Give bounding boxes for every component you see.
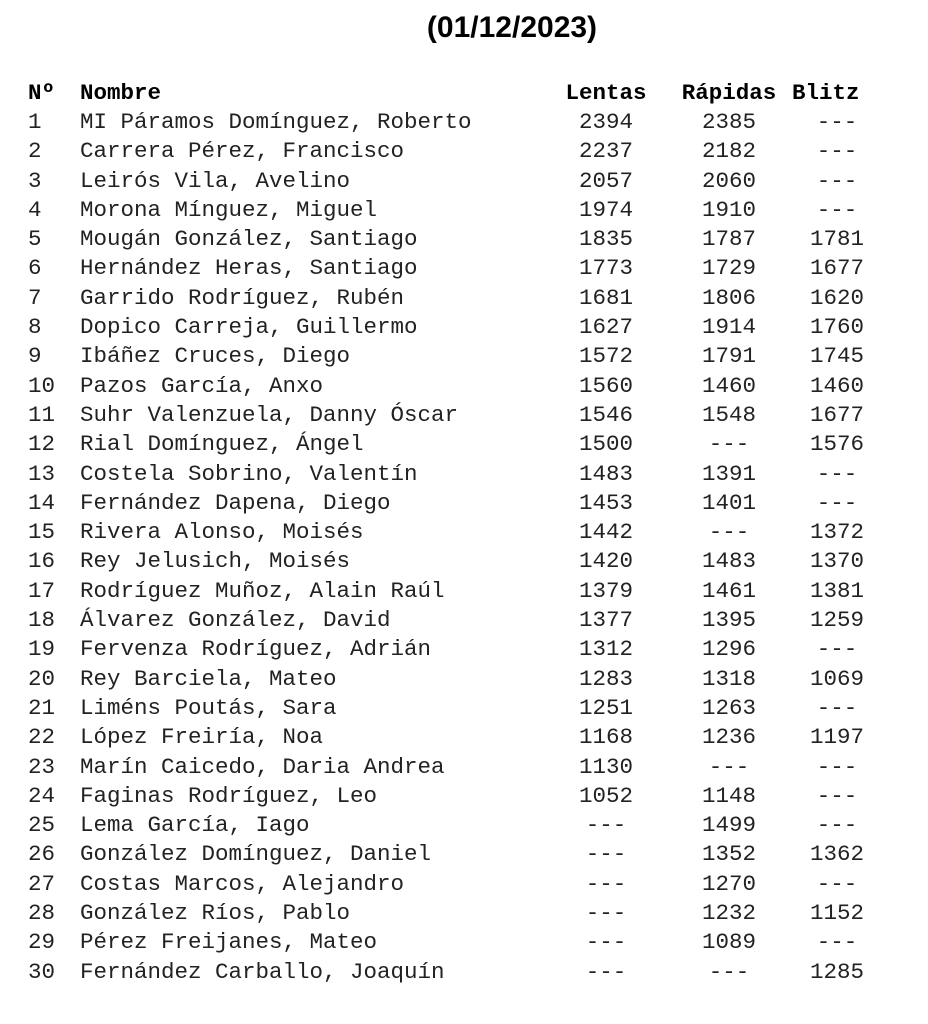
rating-lentas: 1283: [578, 665, 633, 692]
row-number: 1: [28, 109, 42, 135]
player-name: Rial Domínguez, Ángel: [80, 431, 364, 458]
table-row: [28, 167, 882, 196]
player-name: Fernández Carballo, Joaquín: [80, 958, 445, 985]
rating-lentas: 1560: [578, 372, 633, 399]
rating-lentas: 1500: [578, 431, 633, 458]
rating-rapidas: 1270: [701, 870, 756, 897]
rating-blitz: 1372: [809, 519, 864, 546]
rating-rapidas: 1232: [701, 900, 756, 927]
player-name: Marín Caicedo, Daria Andrea: [80, 753, 445, 780]
rating-lentas: 1442: [578, 519, 633, 546]
player-name: Suhr Valenzuela, Danny Óscar: [80, 401, 459, 428]
player-name: Morona Mínguez, Miguel: [80, 196, 378, 223]
row-number: 13: [28, 460, 56, 487]
row-number: 14: [28, 489, 56, 516]
player-name: Álvarez González, David: [80, 607, 391, 634]
rating-blitz: 1576: [809, 431, 864, 458]
row-number: 27: [28, 870, 56, 897]
rating-lentas: 1251: [578, 694, 633, 721]
table-row: [28, 811, 882, 840]
rating-blitz: 1362: [809, 841, 864, 868]
table-row: [28, 665, 882, 694]
row-number: 11: [28, 401, 56, 428]
rating-blitz: ---: [816, 929, 858, 956]
row-number: 17: [28, 577, 56, 604]
rating-blitz: 1285: [809, 958, 864, 985]
rating-rapidas: 1395: [701, 607, 756, 634]
rating-lentas: ---: [585, 812, 627, 839]
column-header-lentas: Lentas: [565, 80, 647, 106]
rating-blitz: 1259: [809, 607, 864, 634]
rating-rapidas: ---: [708, 753, 750, 780]
rating-blitz: ---: [816, 870, 858, 897]
player-name: Ibáñez Cruces, Diego: [80, 343, 351, 370]
player-name: Lema García, Iago: [80, 812, 310, 839]
rating-lentas: 1572: [578, 343, 633, 370]
rating-rapidas: 1499: [701, 812, 756, 839]
player-name: Leirós Vila, Avelino: [80, 167, 351, 194]
player-name: Carrera Pérez, Francisco: [80, 138, 405, 165]
player-name: Costela Sobrino, Valentín: [80, 460, 418, 487]
rating-lentas: 1052: [578, 782, 633, 809]
row-number: 5: [28, 226, 42, 253]
rating-rapidas: 1791: [701, 343, 756, 370]
player-name: Fervenza Rodríguez, Adrián: [80, 636, 432, 663]
table-row: [28, 108, 882, 137]
rating-rapidas: 2182: [701, 138, 756, 165]
rating-rapidas: ---: [708, 958, 750, 985]
table-header-row: [28, 78, 882, 108]
row-number: 7: [28, 284, 42, 311]
column-header-rapidas: Rápidas: [681, 80, 777, 106]
rating-blitz: ---: [816, 196, 858, 223]
rating-lentas: ---: [585, 929, 627, 956]
player-name: López Freiría, Noa: [80, 724, 324, 751]
rating-rapidas: 1460: [701, 372, 756, 399]
rating-rapidas: 1236: [701, 724, 756, 751]
row-number: 20: [28, 665, 56, 692]
rating-blitz: ---: [816, 109, 858, 135]
table-row: [28, 840, 882, 869]
rating-blitz: 1460: [809, 372, 864, 399]
rating-rapidas: 2385: [701, 109, 756, 135]
table-row: [28, 284, 882, 313]
rating-lentas: 1483: [578, 460, 633, 487]
table-row: [28, 342, 882, 371]
rating-lentas: 1377: [578, 607, 633, 634]
rating-rapidas: 1148: [701, 782, 756, 809]
player-name: Pérez Freijanes, Mateo: [80, 929, 378, 956]
rating-rapidas: 1352: [701, 841, 756, 868]
player-name: Rey Jelusich, Moisés: [80, 548, 351, 575]
table-row: [28, 313, 882, 342]
rating-blitz: 1620: [809, 284, 864, 311]
player-name: González Domínguez, Daniel: [80, 841, 432, 868]
table-row: [28, 694, 882, 723]
rating-rapidas: 1548: [701, 401, 756, 428]
column-header-num: Nº: [28, 80, 56, 106]
row-number: 12: [28, 431, 56, 458]
rating-blitz: ---: [816, 138, 858, 165]
rating-rapidas: ---: [708, 519, 750, 546]
rating-lentas: 2237: [578, 138, 633, 165]
ranking-table: [28, 78, 882, 987]
row-number: 26: [28, 841, 56, 868]
table-row: [28, 547, 882, 576]
ranking-rows: [28, 108, 882, 987]
rating-lentas: 1627: [578, 314, 633, 341]
rating-rapidas: ---: [708, 431, 750, 458]
row-number: 30: [28, 958, 56, 985]
player-name: Mougán González, Santiago: [80, 226, 418, 253]
rating-blitz: 1197: [809, 724, 864, 751]
player-name: Hernández Heras, Santiago: [80, 255, 418, 282]
rating-blitz: ---: [816, 636, 858, 663]
table-row: [28, 928, 882, 957]
rating-blitz: 1781: [809, 226, 864, 253]
player-name: Rodríguez Muñoz, Alain Raúl: [80, 577, 445, 604]
rating-blitz: ---: [816, 782, 858, 809]
rating-lentas: 1835: [578, 226, 633, 253]
rating-blitz: ---: [816, 753, 858, 780]
page-title: (01/12/2023): [426, 11, 598, 44]
row-number: 25: [28, 812, 56, 839]
rating-blitz: ---: [816, 812, 858, 839]
rating-blitz: 1069: [809, 665, 864, 692]
table-row: [28, 430, 882, 459]
rating-lentas: ---: [585, 900, 627, 927]
rating-blitz: ---: [816, 489, 858, 516]
player-name: Pazos García, Anxo: [80, 372, 324, 399]
rating-blitz: 1745: [809, 343, 864, 370]
rating-blitz: 1677: [809, 255, 864, 282]
rating-blitz: 1152: [809, 900, 864, 927]
player-name: Costas Marcos, Alejandro: [80, 870, 405, 897]
rating-blitz: ---: [816, 694, 858, 721]
row-number: 16: [28, 548, 56, 575]
table-row: [28, 753, 882, 782]
row-number: 8: [28, 314, 42, 341]
row-number: 10: [28, 372, 56, 399]
rating-lentas: 1130: [578, 753, 633, 780]
rating-blitz: 1381: [809, 577, 864, 604]
column-header-name: Nombre: [80, 80, 162, 106]
table-row: [28, 782, 882, 811]
table-row: [28, 577, 882, 606]
table-row: [28, 870, 882, 899]
rating-lentas: ---: [585, 841, 627, 868]
table-row: [28, 723, 882, 752]
rating-blitz: 1677: [809, 401, 864, 428]
rating-lentas: 1453: [578, 489, 633, 516]
player-name: Fernández Dapena, Diego: [80, 489, 391, 516]
player-name: Faginas Rodríguez, Leo: [80, 782, 378, 809]
player-name: MI Páramos Domínguez, Roberto: [80, 109, 472, 135]
rating-rapidas: 1089: [701, 929, 756, 956]
rating-lentas: 1974: [578, 196, 633, 223]
rating-rapidas: 1461: [701, 577, 756, 604]
rating-lentas: 1420: [578, 548, 633, 575]
rating-lentas: 1773: [578, 255, 633, 282]
row-number: 9: [28, 343, 42, 370]
table-row: [28, 606, 882, 635]
row-number: 29: [28, 929, 56, 956]
player-name: Rivera Alonso, Moisés: [80, 519, 364, 546]
rating-rapidas: 1787: [701, 226, 756, 253]
table-row: [28, 225, 882, 254]
rating-blitz: ---: [816, 460, 858, 487]
table-row: [28, 460, 882, 489]
rating-rapidas: 1263: [701, 694, 756, 721]
rating-lentas: 2394: [578, 109, 633, 135]
table-row: [28, 899, 882, 928]
table-row: [28, 137, 882, 166]
rating-rapidas: 2060: [701, 167, 756, 194]
table-row: [28, 489, 882, 518]
rating-rapidas: 1401: [701, 489, 756, 516]
row-number: 19: [28, 636, 56, 663]
rating-rapidas: 1318: [701, 665, 756, 692]
row-number: 28: [28, 900, 56, 927]
rating-rapidas: 1910: [701, 196, 756, 223]
column-header-blitz: Blitz: [792, 80, 860, 106]
rating-lentas: 1168: [578, 724, 633, 751]
table-row: [28, 372, 882, 401]
table-row: [28, 254, 882, 283]
row-number: 22: [28, 724, 56, 751]
row-number: 15: [28, 519, 56, 546]
rating-lentas: ---: [585, 870, 627, 897]
rating-rapidas: 1483: [701, 548, 756, 575]
table-row: [28, 196, 882, 225]
rating-lentas: 1546: [578, 401, 633, 428]
rating-rapidas: 1806: [701, 284, 756, 311]
rating-rapidas: 1914: [701, 314, 756, 341]
player-name: González Ríos, Pablo: [80, 900, 351, 927]
table-row: [28, 401, 882, 430]
rating-blitz: ---: [816, 167, 858, 194]
rating-rapidas: 1729: [701, 255, 756, 282]
player-name: Rey Barciela, Mateo: [80, 665, 337, 692]
table-row: [28, 958, 882, 987]
row-number: 4: [28, 196, 42, 223]
rating-rapidas: 1391: [701, 460, 756, 487]
rating-lentas: 1312: [578, 636, 633, 663]
rating-lentas: 2057: [578, 167, 633, 194]
rating-lentas: ---: [585, 958, 627, 985]
player-name: Dopico Carreja, Guillermo: [80, 314, 418, 341]
table-row: [28, 635, 882, 664]
table-row: [28, 518, 882, 547]
row-number: 3: [28, 167, 42, 194]
rating-rapidas: 1296: [701, 636, 756, 663]
player-name: Garrido Rodríguez, Rubén: [80, 284, 405, 311]
row-number: 18: [28, 607, 56, 634]
rating-lentas: 1379: [578, 577, 633, 604]
row-number: 24: [28, 782, 56, 809]
row-number: 6: [28, 255, 42, 282]
player-name: Liméns Poutás, Sara: [80, 694, 337, 721]
row-number: 2: [28, 138, 42, 165]
row-number: 23: [28, 753, 56, 780]
rating-blitz: 1760: [809, 314, 864, 341]
rating-blitz: 1370: [809, 548, 864, 575]
rating-lentas: 1681: [578, 284, 633, 311]
row-number: 21: [28, 694, 56, 721]
